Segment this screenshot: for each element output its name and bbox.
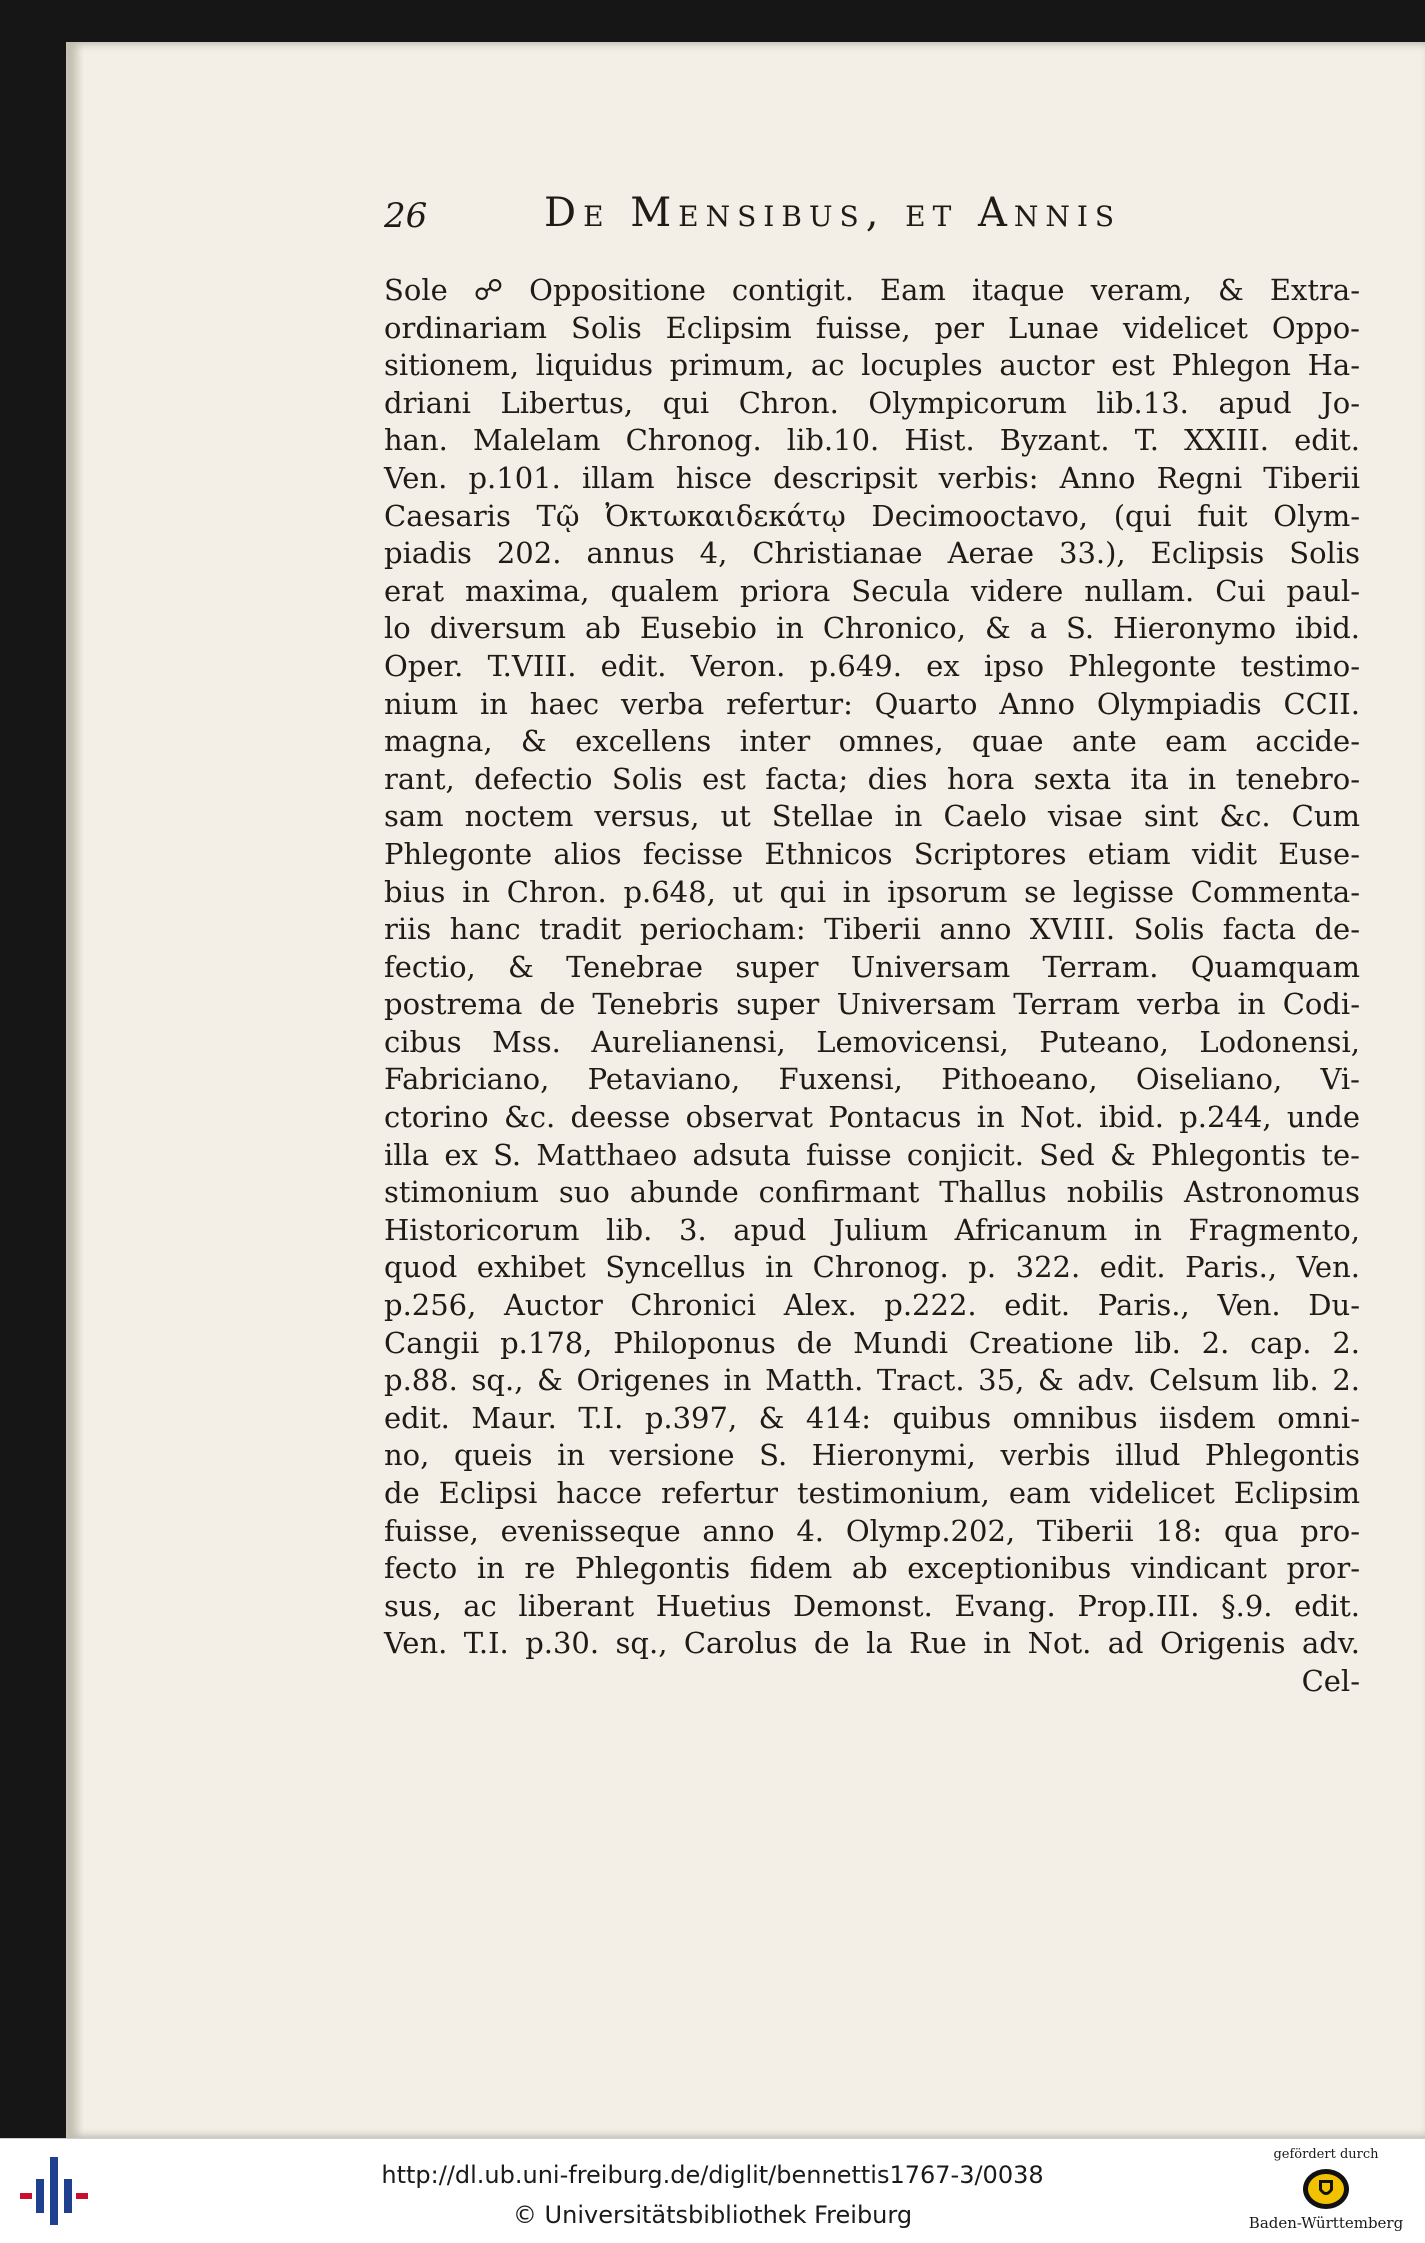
text-line: quod exhibet Syncellus in Chronog. p. 322. edit. Paris., Ven. bbox=[384, 1250, 1360, 1285]
text-line: han. Malelam Chronog. lib.10. Hist. Byzant. T. XXIII. edit. bbox=[384, 423, 1360, 458]
text-line: erat maxima, qualem priora Secula videre nullam. Cui paul- bbox=[384, 573, 1360, 608]
page-number: 26 bbox=[384, 196, 428, 236]
text-line: Fabriciano, Petaviano, Fuxensi, Pithoeano, Oiseliano, Vi- bbox=[384, 1062, 1360, 1097]
text-line: Ven. T.I. p.30. sq., Carolus de la Rue in Not. ad Origenis adv. bbox=[384, 1626, 1360, 1661]
text-line: driani Libertus, qui Chron. Olympicorum lib.13. apud Jo- bbox=[384, 385, 1360, 420]
text-line: edit. Maur. T.I. p.397, & 414: quibus omnibus iisdem omni- bbox=[384, 1400, 1360, 1435]
permalink-url[interactable]: http://dl.ub.uni-freiburg.de/diglit/bennettis1767-3/0038 bbox=[381, 2161, 1044, 2189]
funder-name: Baden-Württemberg bbox=[1248, 2214, 1404, 2232]
text-line: Ven. p.101. illam hisce descripsit verbis: Anno Regni Tiberii bbox=[384, 460, 1360, 495]
viewer-footer bbox=[0, 2138, 1425, 2243]
text-line: fecto in re Phlegontis fidem ab exceptionibus vindicant pror- bbox=[384, 1551, 1360, 1586]
text-line: Caesaris Τῷ Ὀκτωκαιδεκάτῳ Decimooctavo, (qui fuit Olym- bbox=[384, 498, 1360, 533]
text-line: lo diversum ab Eusebio in Chronico, & a S. Hieronymo ibid. bbox=[384, 611, 1360, 646]
body-text bbox=[384, 272, 1360, 1701]
text-line: illa ex S. Matthaeo adsuta fuisse conjicit. Sed & Phlegontis te- bbox=[384, 1137, 1360, 1172]
running-title: De Mensibus, et Annis bbox=[544, 190, 1122, 236]
text-line: Historicorum lib. 3. apud Julium Africanum in Fragmento, bbox=[384, 1212, 1360, 1247]
text-line: magna, & excellens inter omnes, quae ante eam accide- bbox=[384, 724, 1360, 759]
text-line: postrema de Tenebris super Universam Terram verba in Codi- bbox=[384, 987, 1360, 1022]
text-line: p.256, Auctor Chronici Alex. p.222. edit. Paris., Ven. Du- bbox=[384, 1288, 1360, 1323]
text-line: Oper. T.VIII. edit. Veron. p.649. ex ipso Phlegonte testimo- bbox=[384, 648, 1360, 683]
text-line: fuisse, evenisseque anno 4. Olymp.202, Tiberii 18: qua pro- bbox=[384, 1513, 1360, 1548]
copyright-notice: © Universitätsbibliothek Freiburg bbox=[512, 2201, 913, 2229]
text-line: riis hanc tradit periocham: Tiberii anno XVIII. Solis facta de- bbox=[384, 912, 1360, 947]
catchword: Cel- bbox=[1301, 1663, 1360, 1698]
state-seal-icon bbox=[1301, 2166, 1351, 2212]
funder-badge bbox=[1236, 2143, 1416, 2239]
text-line: de Eclipsi hacce refertur testimonium, eam videlicet Eclipsim bbox=[384, 1476, 1360, 1510]
text-line: fectio, & Tenebrae super Universam Terram. Quamquam bbox=[384, 949, 1360, 984]
text-line: bius in Chron. p.648, ut qui in ipsorum se legisse Commenta- bbox=[384, 874, 1360, 909]
text-line: sus, ac liberant Huetius Demonst. Evang. Prop.III. §.9. edit. bbox=[384, 1588, 1360, 1623]
page-header bbox=[384, 186, 1224, 242]
funder-caption: gefördert durch bbox=[1273, 2147, 1379, 2162]
text-line: p.88. sq., & Origenes in Matth. Tract. 35, & adv. Celsum lib. 2. bbox=[384, 1363, 1360, 1398]
text-line: stimonium suo abunde confirmant Thallus nobilis Astronomus bbox=[384, 1175, 1360, 1210]
text-line: Phlegonte alios fecisse Ethnicos Scriptores etiam vidit Euse- bbox=[384, 836, 1360, 871]
text-line: ctorino &c. deesse observat Pontacus in Not. ibid. p.244, unde bbox=[384, 1100, 1360, 1135]
text-line: ordinariam Solis Eclipsim fuisse, per Lunae videlicet Oppo- bbox=[384, 310, 1360, 345]
text-line: sitionem, liquidus primum, ac locuples auctor est Phlegon Ha- bbox=[384, 348, 1360, 383]
text-line: no, queis in versione S. Hieronymi, verbis illud Phlegontis bbox=[384, 1438, 1360, 1473]
text-line: sam noctem versus, ut Stellae in Caelo visae sint &c. Cum bbox=[384, 799, 1360, 834]
text-line: piadis 202. annus 4, Christianae Aerae 33.), Eclipsis Solis bbox=[384, 536, 1360, 571]
text-line: Sole ☍ Oppositione contigit. Eam itaque veram, & Extra- bbox=[384, 273, 1360, 307]
text-line: cibus Mss. Aurelianensi, Lemovicensi, Puteano, Lodonensi, bbox=[384, 1024, 1360, 1059]
text-line: nium in haec verba refertur: Quarto Anno Olympiadis CCII. bbox=[384, 686, 1360, 721]
text-line: Cangii p.178, Philoponus de Mundi Creatione lib. 2. cap. 2. bbox=[384, 1325, 1360, 1360]
text-line: rant, defectio Solis est facta; dies hora sexta ita in tenebro- bbox=[384, 761, 1360, 796]
